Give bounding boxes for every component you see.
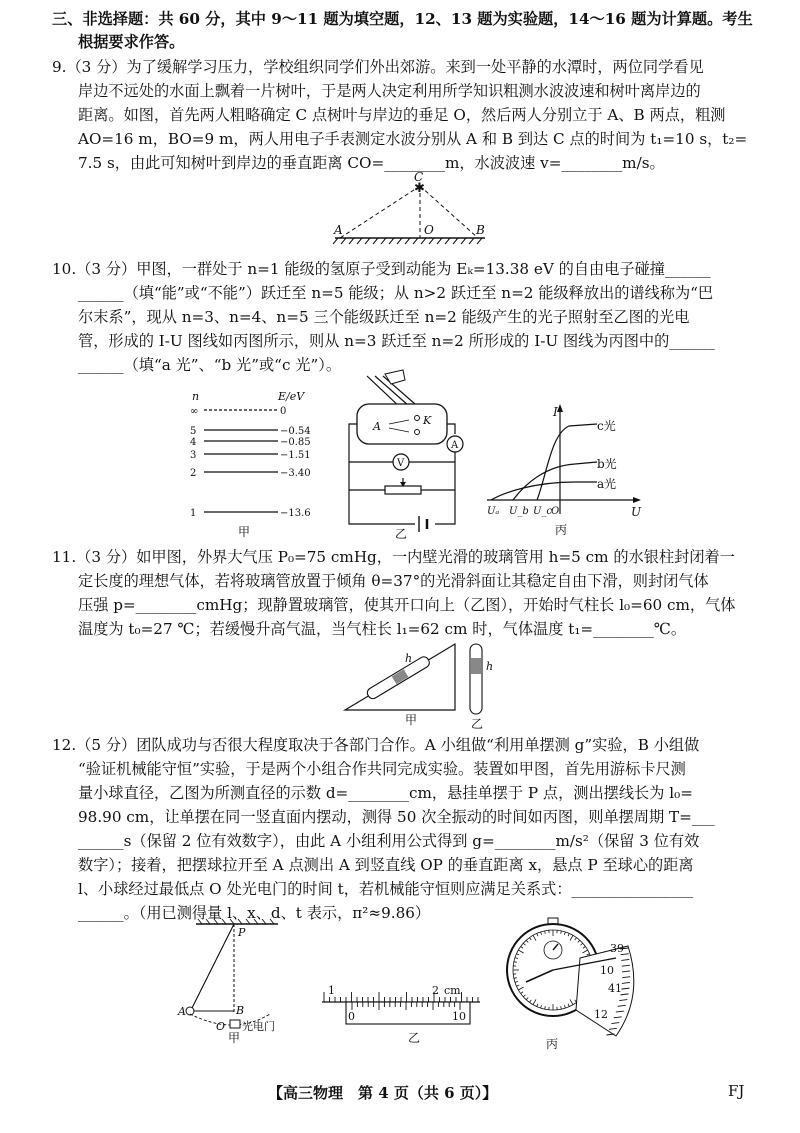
page-footer-center: 【高三物理 第 4 页（共 6 页）】 <box>268 1084 498 1102</box>
energy-level-e: −1.51 <box>280 450 311 461</box>
iu-curve-c <box>537 424 597 500</box>
iu-label-b: b光 <box>597 457 617 471</box>
page-footer-code: FJ <box>728 1082 745 1100</box>
q12-line: 量小球直径，乙图为所测直径的示数 d=________cm，悬挂单摆于 P 点，测出摆线长为 l₀= <box>78 784 693 802</box>
energy-level-diagram <box>180 388 320 538</box>
q11-figure <box>335 638 505 731</box>
q10-line: 尔末系”，现从 n=3、n=4、n=5 三个能级跃迁至 n=2 能级产生的光子照射至乙图的光电 <box>78 308 690 326</box>
q11-h-label-1: h <box>405 652 413 665</box>
iu-axis-i: I <box>553 405 558 419</box>
pendulum-figure <box>178 918 288 1045</box>
iu-label-a: a光 <box>597 477 617 491</box>
caliper-figure <box>320 980 485 1044</box>
iu-tick-uc: U_c <box>533 506 553 517</box>
energy-level-n: 1 <box>190 508 197 519</box>
stopwatch-figure <box>488 918 643 1051</box>
energy-caption: 甲 <box>238 525 251 539</box>
phototube-cathode-label: K <box>423 414 432 427</box>
section-header-line1: 三、非选择题：共 60 分，其中 9～11 题为填空题，12、13 题为实验题，14～16 题为计算题。考生 <box>52 10 753 28</box>
q9-shore-hatch <box>333 238 482 244</box>
pend-label-p: P <box>238 926 246 939</box>
energy-n-label: n <box>192 390 200 403</box>
caliper-main-2: 2 <box>432 984 439 997</box>
upright-tube <box>470 644 482 714</box>
q9-figure <box>330 172 490 254</box>
q12-line: ______s（保留 2 位有效数字），由此 A 小组利用公式得到 g=________m/s²（保留 3 位有效 <box>78 832 700 850</box>
pend-label-b: B <box>236 1004 245 1017</box>
photogate <box>230 1020 240 1028</box>
iu-curve-a <box>491 482 597 500</box>
pend-ball <box>186 1007 194 1015</box>
stopwatch-caption: 丙 <box>546 1037 559 1051</box>
pend-caption: 甲 <box>228 1031 241 1045</box>
q11-line: 压强 p=________cmHg；现静置玻璃管，使其开口向上（乙图），开始时气柱长 l₀=60 cm，气体 <box>78 596 736 614</box>
q9-label-a: A <box>334 223 343 237</box>
energy-level-e: −13.6 <box>280 508 311 519</box>
q9-line: 岸边不远处的水面上飘着一片树叶，于是两人决定利用所学知识粗测水波波速和树叶离岸边的 <box>78 82 701 100</box>
pend-label-a: A <box>178 1005 186 1018</box>
q9-label-b: B <box>476 223 485 237</box>
q10-line: ______（填“能”或“不能”）跃迁至 n=5 能级；从 n>2 跃迁至 n=2 能级释放出的谱线称为“巴 <box>78 284 714 302</box>
photo-circuit <box>345 374 475 541</box>
iu-axis-u: U <box>631 505 642 519</box>
q12-line: 12.（5 分）团队成功与否很大程度取决于各部门合作。A 小组做“利用单摆测 g”实验，B 小组做 <box>52 736 700 754</box>
energy-level-e: −0.85 <box>280 437 311 448</box>
q12-line: 数字）；接着，把摆球拉开至 A 点测出 A 到竖直线 OP 的垂直距离 x，悬点 P 至球心的距离 <box>78 856 694 874</box>
q11-caption-jia: 甲 <box>405 713 418 727</box>
voltmeter-label: V <box>397 458 405 469</box>
energy-level-n: 5 <box>190 426 197 437</box>
q12-line: l、小球经过最低点 O 处光电门的时间 t，若机械能守恒则应满足关系式：________________ <box>78 880 694 898</box>
q9-line: AO=16 m，BO=9 m，两人用电子手表测定水波分别从 A 和 B 到达 C 点的时间为 t₁=10 s，t₂= <box>78 130 748 148</box>
q10-line: 管，形成的 I-U 图线如丙图所示，则从 n=3 跃迁至 n=2 所形成的 I-U 图线为丙图中的______ <box>78 332 715 350</box>
iu-label-c: c光 <box>597 419 616 433</box>
q11-line: 温度为 t₀=27 ℃；若缓慢升高气温，当气柱长 l₁=62 cm 时，气体温度 t₁=________℃。 <box>78 620 687 638</box>
pend-label-gate: 光电门 <box>242 1020 275 1033</box>
caliper-vernier-10: 10 <box>452 1010 466 1023</box>
q9-line: 7.5 s，由此可知树叶到岸边的垂直距离 CO=________m，水波波速 v=________m/s。 <box>78 154 665 172</box>
q10-line: ______（填“a 光”、“b 光”或“c 光”）。 <box>78 356 342 374</box>
q9-line: 距离。如图，首先两人粗略确定 C 点树叶与岸边的垂足 O，然后两人分别立于 A、B 两点，粗测 <box>78 106 726 124</box>
caliper-main-1: 1 <box>328 984 335 997</box>
upright-mercury <box>471 658 481 674</box>
energy-e-label: E/eV <box>278 390 305 403</box>
energy-level-n: 3 <box>190 450 197 461</box>
q10-line: 10.（3 分）甲图，一群处于 n=1 能级的氢原子受到动能为 Eₖ=13.38 eV 的自由电子碰撞______ <box>52 260 711 278</box>
section-header-line2: 根据要求作答。 <box>78 33 185 51</box>
q9-line-ca <box>340 186 420 238</box>
q12-line: “验证机械能守恒”实验，于是两个小组合作共同完成实验。装置如甲图，首先用游标卡尺测 <box>78 760 686 778</box>
q9-label-c: C <box>414 170 424 184</box>
iu-caption: 丙 <box>555 523 568 537</box>
q9-leaf-icon: ✱ <box>414 181 425 196</box>
q9-line: 9.（3 分）为了缓解学习压力，学校组织同学们外出郊游。来到一处平静的水潭时，两位同学看见 <box>52 58 704 76</box>
energy-level-e: −0.54 <box>280 426 311 437</box>
q9-label-o: O <box>424 223 434 237</box>
iu-origin: O <box>551 506 560 517</box>
circuit-caption: 乙 <box>395 527 408 541</box>
iu-tick-ub: U_b <box>509 506 529 517</box>
ammeter-label: A <box>451 440 459 451</box>
caliper-vernier-0: 0 <box>348 1010 355 1023</box>
energy-level-n: 4 <box>190 437 197 448</box>
pend-label-o: O <box>216 1020 226 1033</box>
zoom-12: 12 <box>594 1008 608 1021</box>
q11-caption-yi: 乙 <box>471 717 484 731</box>
zoom-tick <box>606 1034 614 1035</box>
phototube <box>357 404 447 444</box>
zoom-41: 41 <box>608 982 622 995</box>
q11-line: 定长度的理想气体，若将玻璃管放置于倾角 θ=37°的光滑斜面让其稳定自由下滑，则封闭气体 <box>78 572 709 590</box>
zoom-panel <box>576 946 634 1036</box>
q11-line: 11.（3 分）如甲图，外界大气压 P₀=75 cmHg，一内壁光滑的玻璃管用 h=5 cm 的水银柱封闭着一 <box>52 548 735 566</box>
zoom-10: 10 <box>600 964 614 977</box>
pend-string <box>192 924 234 1008</box>
caliper-caption: 乙 <box>408 1031 421 1045</box>
energy-level-n: ∞ <box>190 406 199 417</box>
q12-line: ______。（用已测得量 l、x、d、t 表示，π²≈9.86） <box>78 904 431 922</box>
energy-level-n: 2 <box>190 468 197 479</box>
energy-level-e: −3.40 <box>280 468 311 479</box>
caliper-unit: cm <box>444 984 461 997</box>
iu-graph <box>485 404 645 536</box>
zoom-39: 39 <box>610 942 624 955</box>
q12-line: 98.90 cm，让单摆在同一竖直面内摆动，测得 50 次全振动的时间如丙图，则单摆周期 T=___ <box>78 808 715 826</box>
energy-level-e: 0 <box>280 406 287 417</box>
iu-tick-ua: Uₐ <box>487 506 500 517</box>
q11-h-label-2: h <box>486 660 494 673</box>
phototube-anode-label: A <box>373 420 381 433</box>
rheostat <box>385 486 421 494</box>
iu-curve-b <box>513 462 597 500</box>
